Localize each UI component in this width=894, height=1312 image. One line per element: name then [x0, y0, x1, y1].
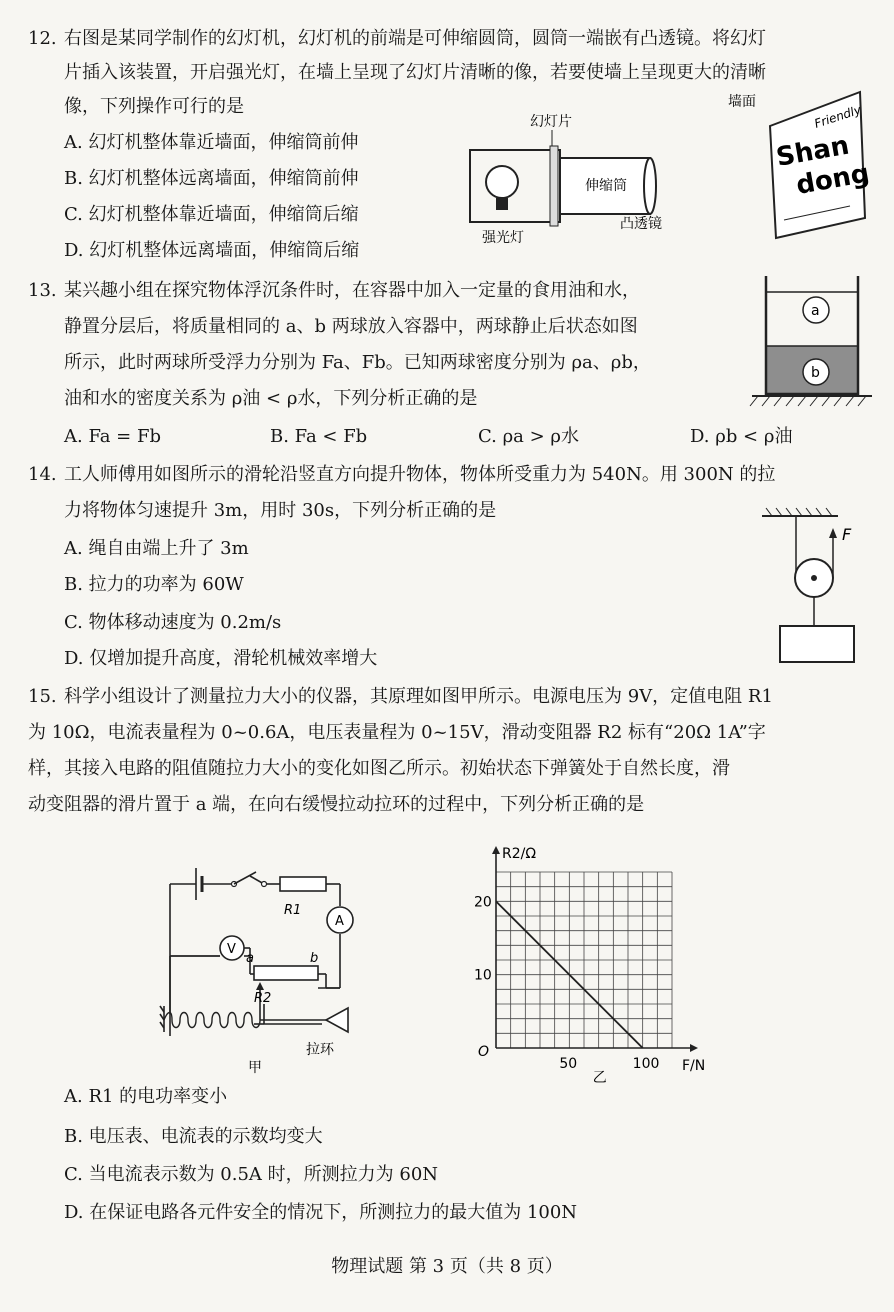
label-lens: 凸透镜: [620, 216, 662, 232]
ammeter-label: A: [335, 914, 344, 929]
slider-arrow: [256, 982, 264, 990]
q15-option-a: A. R1 的电功率变小: [64, 1086, 228, 1107]
q12-option-b: B. 幻灯机整体远离墙面，伸缩筒前伸: [64, 168, 359, 189]
graph-caption: 乙: [592, 1070, 607, 1086]
pulley-figure: [758, 504, 868, 666]
x-tick-label: 50: [559, 1056, 578, 1072]
q14-number: 14.: [28, 464, 57, 485]
origin-label: O: [478, 1044, 490, 1060]
q15-stem-line-4: 动变阻器的滑片置于 a 端，在向右缓慢拉动拉环的过程中，下列分析正确的是: [28, 794, 645, 815]
q13-number: 13.: [28, 280, 57, 301]
circuit-caption: 甲: [248, 1060, 262, 1076]
q14-option-d: D. 仅增加提升高度，滑轮机械效率增大: [64, 648, 378, 669]
ball-b-label: b: [811, 365, 820, 381]
q12-option-d: D. 幻灯机整体远离墙面，伸缩筒后缩: [64, 240, 360, 261]
voltmeter-label: V: [227, 942, 236, 957]
q15-stem-line-2: 为 10Ω，电流表量程为 0~0.6A，电压表量程为 0~15V，滑动变阻器 R2 标有“20Ω 1A”字: [28, 722, 766, 743]
q13-stem-line-4: 油和水的密度关系为 ρ油 < ρ水，下列分析正确的是: [64, 388, 478, 409]
q13-option-b: B. Fa < Fb: [270, 426, 368, 447]
q14-option-c: C. 物体移动速度为 0.2m/s: [64, 612, 282, 633]
label-slide: 幻灯片: [530, 114, 572, 130]
label-pull-ring: 拉环: [306, 1042, 334, 1058]
q12-option-a: A. 幻灯机整体靠近墙面，伸缩筒前伸: [64, 132, 359, 153]
x-axis-label: F/N: [682, 1058, 706, 1074]
axis-ticks: [474, 894, 659, 1072]
wall-text-dong: dong: [794, 158, 872, 201]
graph-grid: [496, 872, 672, 1048]
label-end-b: b: [310, 951, 319, 966]
spring: [164, 1013, 260, 1028]
q15-stem-line-1: 科学小组设计了测量拉力大小的仪器，其原理如图甲所示。电源电压为 9V，定值电阻 R1: [64, 686, 773, 707]
ceiling-hatch: [766, 508, 832, 516]
wall-text-friendly: Friendly: [812, 102, 863, 131]
q15-number: 15.: [28, 686, 57, 707]
q14-option-b: B. 拉力的功率为 60W: [64, 574, 244, 595]
q14-stem-line-2: 力将物体匀速提升 3m，用时 30s，下列分析正确的是: [64, 500, 497, 521]
q13-option-c: C. ρa > ρ水: [478, 426, 579, 447]
q13-stem-line-1: 某兴趣小组在探究物体浮沉条件时，在容器中加入一定量的食用油和水，: [64, 280, 640, 301]
projector-figure: [460, 110, 670, 250]
x-tick-label: 100: [632, 1056, 660, 1072]
lamp-bulb: [486, 166, 518, 198]
y-tick-label: 10: [474, 967, 492, 984]
ball-a-label: a: [811, 303, 820, 319]
pull-ring: [326, 1008, 348, 1032]
switch-contact: [262, 882, 267, 887]
rheostat-r2: [254, 966, 318, 980]
q15-stem-line-3: 样，其接入电路的阻值随拉力大小的变化如图乙所示。初始状态下弹簧处于自然长度，滑: [28, 758, 730, 779]
spring-anchor: [160, 1006, 164, 1032]
x-axis-arrow: [690, 1044, 698, 1052]
q14-stem-line-1: 工人师傅用如图所示的滑轮沿竖直方向提升物体，物体所受重力为 540N。用 300N 的拉: [64, 464, 776, 485]
y-tick-label: 20: [474, 894, 492, 911]
ground-hatch: [750, 396, 866, 406]
wall-figure: [720, 88, 870, 248]
label-lamp: 强光灯: [482, 230, 524, 246]
q13-stem-line-2: 静置分层后，将质量相同的 a、b 两球放入容器中，两球静止后状态如图: [64, 316, 638, 337]
q15-option-c: C. 当电流表示数为 0.5A 时，所测拉力为 60N: [64, 1164, 439, 1185]
q13-option-d: D. ρb < ρ油: [690, 426, 793, 447]
q12-stem-line-3: 像，下列操作可行的是: [64, 96, 244, 117]
slide-plate: [550, 146, 558, 226]
q15-option-b: B. 电压表、电流表的示数均变大: [64, 1126, 323, 1147]
label-r2: R2: [254, 991, 272, 1006]
q13-stem-line-3: 所示，此时两球所受浮力分别为 Fa、Fb。已知两球密度分别为 ρa、ρb，: [64, 352, 651, 373]
convex-lens: [644, 158, 656, 214]
y-axis-label: R2/Ω: [502, 846, 537, 862]
q12-option-c: C. 幻灯机整体靠近墙面，伸缩筒后缩: [64, 204, 359, 225]
r2-vs-force-graph: [470, 838, 730, 1088]
wall-text-shan: Shan: [774, 130, 852, 173]
load-block: [780, 626, 854, 662]
q13-option-a: A. Fa = Fb: [64, 426, 161, 447]
page-footer: 物理试题 第 3 页（共 8 页）: [331, 1256, 563, 1277]
label-end-a: a: [246, 951, 254, 966]
q15-option-d: D. 在保证电路各元件安全的情况下，所测拉力的最大值为 100N: [64, 1202, 578, 1223]
circuit-figure: [150, 856, 370, 1078]
resistor-r1: [280, 877, 326, 891]
q12-number: 12.: [28, 28, 57, 49]
container-figure: [748, 272, 878, 412]
y-axis-arrow: [492, 846, 500, 854]
label-tube: 伸缩筒: [585, 178, 627, 194]
q12-stem-line-2: 片插入该装置，开启强光灯，在墙上呈现了幻灯片清晰的像，若要使墙上呈现更大的清晰: [64, 62, 766, 83]
label-wall: 墙面: [728, 94, 756, 110]
q14-option-a: A. 绳自由端上升了 3m: [64, 538, 249, 559]
label-r1: R1: [284, 903, 302, 918]
force-arrow: [829, 528, 837, 538]
q12-stem-line-1: 右图是某同学制作的幻灯机，幻灯机的前端是可伸缩圆筒，圆筒一端嵌有凸透镜。将幻灯: [64, 28, 766, 49]
force-label: F: [842, 525, 852, 544]
